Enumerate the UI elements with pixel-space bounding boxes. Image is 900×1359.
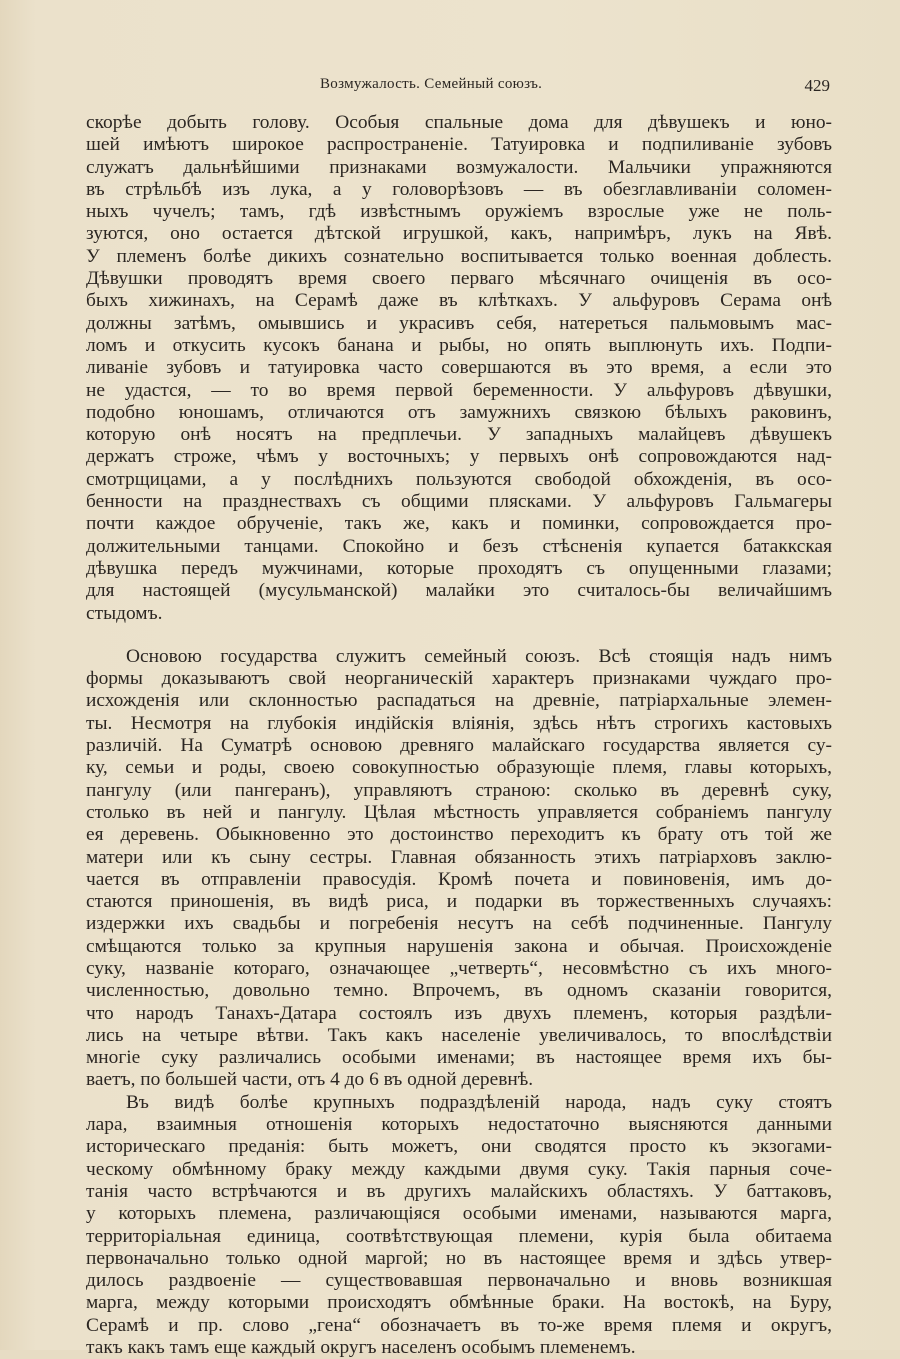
text-line: Дѣвушки проводятъ время своего перваго мѣсячнаго очищенія въ осо-	[86, 268, 832, 290]
text-line: скорѣе добыть голову. Особыя спальные дома для дѣвушекъ и юно-	[86, 112, 832, 133]
text-line: держатъ строже, чѣмъ у восточныхъ; у первыхъ онѣ сопровождаются над-	[86, 446, 832, 468]
paragraph-gap	[86, 625, 832, 646]
text-line: дѣвушка передъ мужчинами, которые проходятъ съ опущенными глазами;	[86, 557, 832, 579]
text-line: ломъ и откусить кусокъ банана и рыбы, но опять выплюнуть ихъ. Подпи-	[86, 334, 832, 356]
text-line: должительными танцами. Спокойно и безъ стѣсненія купается батаккская	[86, 535, 832, 557]
text-line: стыдомъ.	[86, 602, 163, 624]
running-title: Возмужалость. Семейный союзъ.	[320, 76, 543, 92]
text-line: шей имѣютъ широкое распространеніе. Татуировка и подпиливаніе зубовъ	[86, 134, 832, 156]
text-line: историческаго преданія: быть можетъ, они сводятся просто къ экзогами-	[86, 1136, 832, 1158]
text-line: что народъ Танахъ-Датара состоялъ изъ двухъ племенъ, которыя раздѣли-	[86, 1002, 832, 1024]
text-line: Серамѣ и пр. слово „гена“ обозначаетъ въ то-же время племя и округъ,	[86, 1314, 832, 1336]
page-header	[90, 70, 835, 100]
text-line: матери или къ сыну сестры. Главная обязанность этихъ патріарховъ заклю-	[86, 846, 832, 868]
text-line: въ стрѣльбѣ изъ лука, а у головорѣзовъ — въ обезглавливаніи соломен-	[86, 178, 832, 200]
text-line: ливаніе зубовъ и татуировка часто совершаются въ это время, а если это	[86, 357, 832, 379]
text-line: которую онѣ носятъ на предплечьи. У западныхъ малайцевъ дѣвушекъ	[86, 424, 832, 446]
text-line: подобно юношамъ, отличаются отъ замужнихъ связкою бѣлыхъ раковинъ,	[86, 401, 832, 423]
text-line: Основою государства служитъ семейный союзъ. Всѣ стоящія надъ нимъ	[126, 645, 832, 667]
text-line: ку, семьи и роды, своею совокупностью образующіе племя, главы которыхъ,	[86, 757, 832, 779]
text-line: численностью, довольно темно. Впрочемъ, въ одномъ сказаніи говорится,	[86, 980, 832, 1002]
text-line: ныхъ чучелъ; тамъ, гдѣ извѣстнымъ оружіемъ взрослые уже не поль-	[86, 201, 832, 223]
text-line: первоначально только одной маргой; но въ настоящее время и здѣсь утвер-	[86, 1247, 832, 1269]
text-line: издержки ихъ свадьбы и погребенія несутъ на себѣ подчиненные. Пангулу	[86, 913, 832, 935]
text-line: ты. Несмотря на глубокія индійскія вліянія, здѣсь нѣтъ строгихъ кастовыхъ	[86, 712, 832, 734]
text-line: пангулу (или пангеранъ), управляютъ страною: сколько въ деревнѣ суку,	[86, 779, 832, 801]
body-text	[86, 112, 832, 1359]
text-line: чается въ отправленіи правосудія. Кромѣ почета и повиновенія, имъ до-	[86, 868, 832, 890]
text-line: различій. На Суматрѣ основою древняго малайскаго государства является су-	[86, 735, 832, 757]
text-line: марга, между которыми происходятъ обмѣнные браки. На востокѣ, на Буру,	[86, 1292, 832, 1314]
text-line: исхожденія или склонностью распадаться на древніе, патріархальные элемен-	[86, 690, 832, 712]
text-line: служатъ дальнѣйшими признаками возмужалости. Мальчики упражняются	[86, 156, 832, 178]
text-line: не удастся, — то во время первой беременности. У альфуровъ дѣвушки,	[86, 379, 832, 401]
text-line: танія часто встрѣчаются и въ другихъ малайскихъ областяхъ. У баттаковъ,	[86, 1180, 832, 1202]
text-line: смѣщаются только за крупныя нарушенія закона и обычая. Происхожденіе	[86, 935, 832, 957]
paragraph	[86, 646, 832, 1092]
text-line: столько въ ней и пангулу. Цѣлая мѣстность управляется собраніемъ пангулу	[86, 801, 832, 823]
text-line: быхъ хижинахъ, на Серамѣ даже въ клѣткахъ. У альфуровъ Серама онѣ	[86, 290, 832, 312]
text-line: многіе суку различались особыми именами; въ настоящее время ихъ бы-	[86, 1047, 832, 1069]
text-line: для настоящей (мусульманской) малайки это считалось-бы величайшимъ	[86, 580, 832, 602]
text-line: смотрщицами, а у послѣднихъ пользуются свободой обхожденія, въ осо-	[86, 468, 832, 490]
text-line: такъ какъ тамъ еще каждый округъ населенъ особымъ племенемъ.	[86, 1337, 636, 1359]
text-line: Въ видѣ болѣе крупныхъ подраздѣленій народа, надъ суку стоятъ	[126, 1091, 832, 1113]
text-line: у которыхъ племена, различающіяся особыми именами, называются марга,	[86, 1203, 832, 1225]
text-line: зуются, оно остается дѣтской игрушкой, какъ, напримѣръ, лукъ на Явѣ.	[86, 223, 832, 245]
text-line: должны затѣмъ, омывшись и украсивъ себя, натереться пальмовымъ мас-	[86, 312, 832, 334]
page-number: 429	[804, 76, 830, 95]
text-line: ческому обмѣнному браку между каждыми двумя суку. Такія парныя соче-	[86, 1158, 832, 1180]
paragraph	[86, 1092, 832, 1359]
text-line: ея деревень. Обыкновенно это достоинство переходитъ къ брату отъ той же	[86, 824, 832, 846]
paragraph	[86, 112, 832, 625]
text-line: суку, названіе котораго, означающее „четверть“, несовмѣстно съ ихъ много-	[86, 957, 832, 979]
text-line: лара, взаимныя отношенія которыхъ недостаточно выясняются данными	[86, 1114, 832, 1136]
text-line: У племенъ болѣе дикихъ сознательно воспитывается только военная доблесть.	[86, 245, 832, 267]
text-line: стаются приношенія, въ видѣ риса, и подарки въ торжественныхъ случаяхъ:	[86, 891, 832, 913]
text-line: ваетъ, по большей части, отъ 4 до 6 въ одной деревнѣ.	[86, 1069, 534, 1091]
text-line: формы доказываютъ свой неорганическій характеръ признаками чуждаго про-	[86, 668, 832, 690]
text-line: лись на четыре вѣтви. Такъ какъ населеніе увеличивалось, то впослѣдствіи	[86, 1024, 832, 1046]
text-line: дилось раздвоеніе — существовавшая первоначально и вновь возникшая	[86, 1270, 832, 1292]
text-line: территоріальная единица, соотвѣтствующая племени, курія была обитаема	[86, 1225, 832, 1247]
text-line: почти каждое обрученіе, такъ же, какъ и поминки, сопровождается про-	[86, 513, 832, 535]
text-line: бенности на празднествахъ съ общими плясками. У альфуровъ Гальмагеры	[86, 491, 832, 513]
